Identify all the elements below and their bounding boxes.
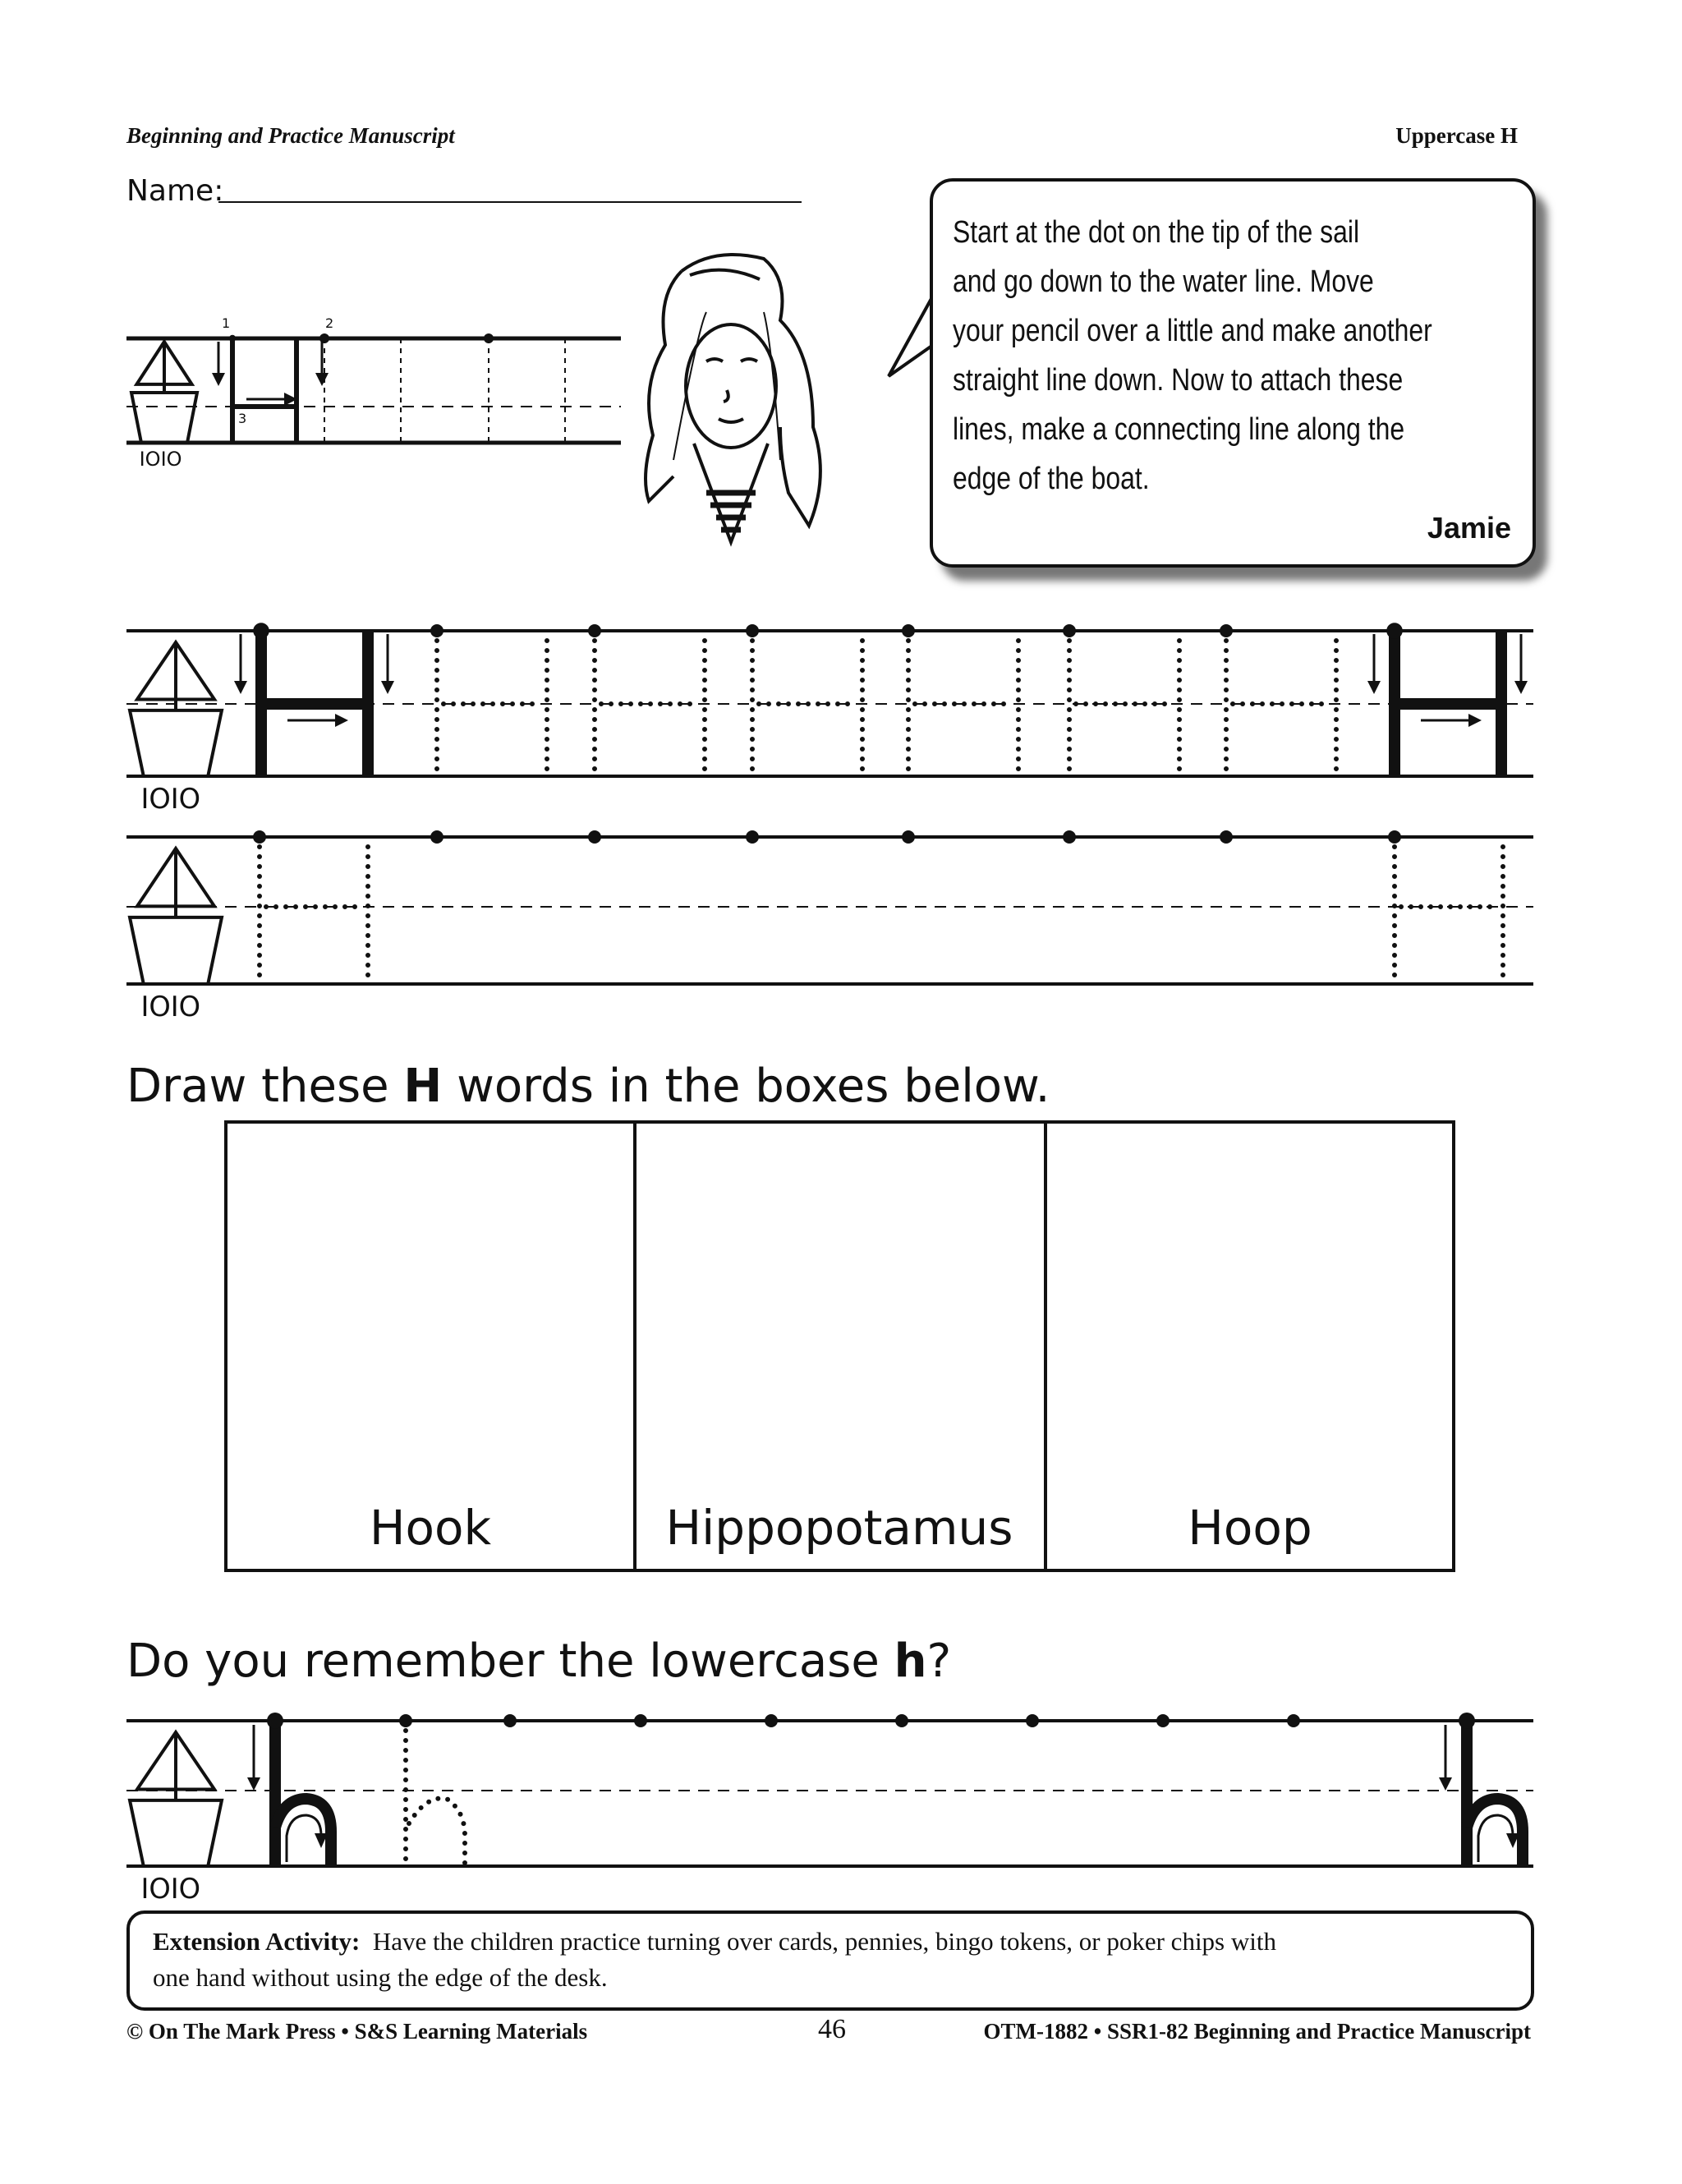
start-dot bbox=[430, 624, 443, 637]
start-dot bbox=[902, 830, 915, 844]
extension-text: Have the children practice turning over cards, pennies, bingo tokens, or poker chips with bbox=[372, 1927, 1276, 1956]
prompt-text: Do you remember the lowercase bbox=[126, 1635, 894, 1688]
draw-prompt bbox=[126, 1060, 1050, 1113]
arrow-head bbox=[1367, 681, 1381, 694]
boat-hull-icon bbox=[131, 393, 197, 443]
start-dot bbox=[588, 830, 601, 844]
word-label-hippopotamus: Hippopotamus bbox=[665, 1500, 1013, 1556]
boat-oars-icon: IOIO bbox=[140, 783, 201, 816]
name-label: Name: bbox=[126, 174, 224, 208]
start-dot bbox=[1156, 1714, 1170, 1727]
arrow-head bbox=[234, 681, 247, 694]
header-topic: Uppercase H bbox=[1395, 123, 1518, 148]
bubble-line: your pencil over a little and make another bbox=[953, 314, 1432, 348]
start-dot bbox=[319, 333, 329, 343]
step-label-1: 1 bbox=[222, 315, 231, 331]
boat-hull-icon bbox=[130, 710, 222, 776]
prompt-text: ? bbox=[926, 1635, 952, 1688]
start-dot bbox=[430, 830, 443, 844]
extension-line-1 bbox=[153, 1927, 1276, 1956]
bubble-line: and go down to the water line. Move bbox=[953, 264, 1374, 299]
prompt-letter: H bbox=[403, 1060, 443, 1113]
arrow-head bbox=[1439, 1777, 1452, 1791]
start-dot bbox=[1063, 830, 1076, 844]
step-label-2: 2 bbox=[325, 315, 334, 331]
extension-label: Extension Activity: bbox=[153, 1927, 361, 1956]
start-dot bbox=[746, 624, 759, 637]
prompt-text: Draw these bbox=[126, 1060, 404, 1113]
start-dot bbox=[1220, 624, 1233, 637]
start-dot bbox=[1063, 624, 1076, 637]
start-dot bbox=[1388, 830, 1401, 844]
start-dot bbox=[588, 624, 601, 637]
bubble-line: lines, make a connecting line along the bbox=[953, 412, 1405, 447]
start-dot bbox=[765, 1714, 778, 1727]
start-dot bbox=[902, 624, 915, 637]
boat-oars-icon: IOIO bbox=[139, 448, 182, 471]
arrow-head bbox=[381, 681, 394, 694]
arrow-head bbox=[335, 714, 348, 727]
start-dot bbox=[1459, 1713, 1475, 1729]
arrow-head bbox=[247, 1777, 260, 1791]
start-dot bbox=[634, 1714, 647, 1727]
start-dot bbox=[1386, 623, 1403, 639]
arrow-head bbox=[315, 373, 329, 386]
arrow-head bbox=[1468, 714, 1482, 727]
bubble-line: edge of the boat. bbox=[953, 462, 1150, 496]
solid-letter-lowercase-h-stroke bbox=[1467, 1799, 1523, 1866]
boat-hull-icon bbox=[130, 917, 222, 984]
dotted-letter-lowercase-h-stroke bbox=[409, 1798, 465, 1866]
footer-copyright: © On The Mark Press • S&S Learning Materials bbox=[126, 2019, 588, 2044]
bubble-line: straight line down. Now to attach these bbox=[953, 363, 1404, 398]
arrow-head bbox=[212, 373, 225, 386]
start-dot bbox=[484, 333, 494, 343]
boat-oars-icon: IOIO bbox=[140, 1873, 201, 1906]
start-dot bbox=[267, 1713, 283, 1729]
solid-letter-lowercase-h-stroke bbox=[275, 1799, 331, 1866]
name-field[interactable] bbox=[218, 177, 802, 204]
extension-activity-box bbox=[126, 1910, 1534, 2011]
start-dot bbox=[1026, 1714, 1039, 1727]
start-dot bbox=[895, 1714, 908, 1727]
word-label-hook: Hook bbox=[369, 1500, 492, 1556]
start-dot bbox=[399, 1714, 412, 1727]
start-dot bbox=[1220, 830, 1233, 844]
start-dot bbox=[746, 830, 759, 844]
start-dot bbox=[229, 335, 236, 342]
boat-oars-icon: IOIO bbox=[140, 991, 201, 1023]
arrow-head bbox=[1514, 681, 1528, 694]
boat-hull-icon bbox=[130, 1800, 222, 1866]
footer-product: OTM-1882 • SSR1-82 Beginning and Practice Manuscript bbox=[983, 2019, 1531, 2044]
lowercase-prompt bbox=[126, 1635, 951, 1688]
stroke-arrow bbox=[1478, 1815, 1513, 1862]
bubble-line: Start at the dot on the tip of the sail bbox=[953, 215, 1360, 250]
word-label-hoop: Hoop bbox=[1188, 1500, 1312, 1556]
page-number: 46 bbox=[818, 2014, 846, 2044]
start-dot bbox=[253, 830, 266, 844]
prompt-letter: h bbox=[894, 1635, 927, 1688]
prompt-text: words in the boxes below. bbox=[442, 1060, 1050, 1113]
speech-bubble-tail bbox=[889, 296, 933, 376]
header-title: Beginning and Practice Manuscript bbox=[126, 123, 455, 148]
sailor-girl-illustration bbox=[646, 255, 820, 542]
drawing-box-hippopotamus[interactable] bbox=[636, 1124, 1044, 1493]
start-dot bbox=[1287, 1714, 1300, 1727]
drawing-box-hoop[interactable] bbox=[1047, 1124, 1452, 1493]
extension-line-2: one hand without using the edge of the desk. bbox=[153, 1963, 608, 1992]
speech-bubble bbox=[930, 178, 1536, 568]
speaker-name: Jamie bbox=[1427, 511, 1511, 545]
stroke-arrow bbox=[287, 1815, 321, 1862]
step-label-3: 3 bbox=[238, 411, 247, 426]
start-dot bbox=[503, 1714, 517, 1727]
drawing-box-hook[interactable] bbox=[227, 1124, 633, 1493]
start-dot bbox=[253, 623, 269, 639]
